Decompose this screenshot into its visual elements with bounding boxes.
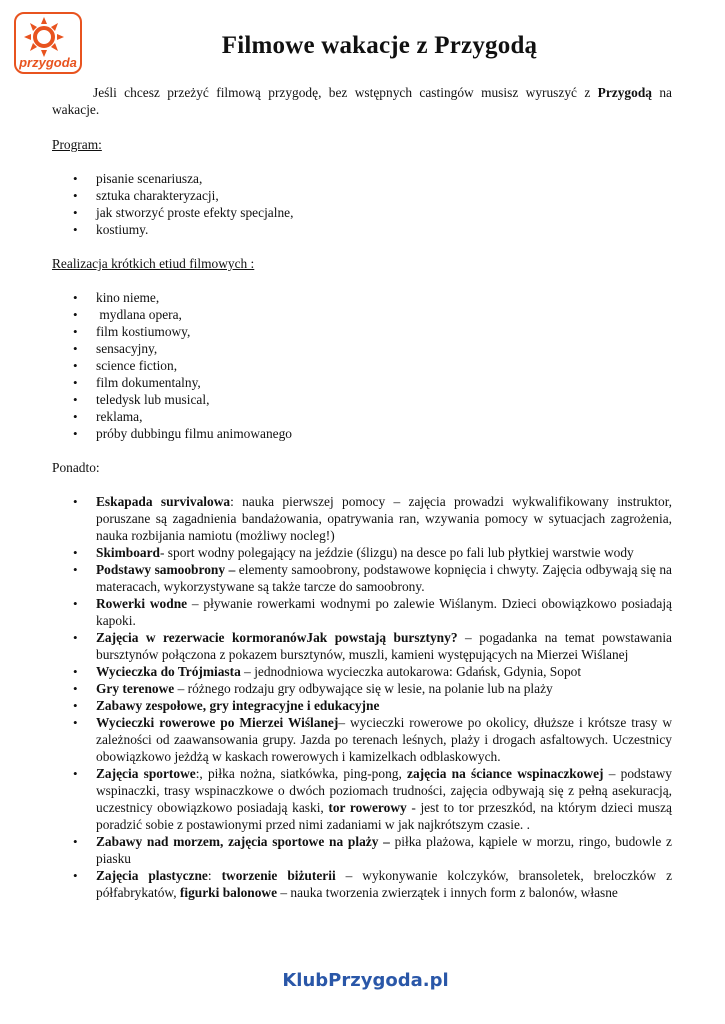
- list-item: • Rowerki wodne – pływanie rowerkami wodnymi po zalewie Wiślanym. Dzieci obowiązkowo posiadają kapoki.: [52, 595, 672, 629]
- list-item: • Zabawy zespołowe, gry integracyjne i edukacyjne: [52, 697, 672, 714]
- list-item: • Zajęcia sportowe:, piłka nożna, siatkówka, ping-pong, zajęcia na ściance wspinaczkowej – podstawy wspinaczki, trasy wspinaczkowe o dwóch poziomach trudności, zajęcia odbywają się z pełną asekuracją, uczestnicy obowiązkowo posiadają kaski, tor rowerowy - jest to tor przeszkód, na którym dzieci muszą poradzić sobie z postawionymi przed nimi zadaniami w jak najkrótszym czasie. .: [52, 765, 672, 833]
- list-item: • Wycieczki rowerowe po Mierzei Wiślanej– wycieczki rowerowe po okolicy, dłuższe i krótsze trasy w zależności od zaawansowania grupy. Jazda po terenach leśnych, plaży i drogach asfaltowych. Uczestnicy obowiązkowo jeżdżą w kaskach rowerowych i kamizelkach odblaskowych.: [52, 714, 672, 765]
- list-item: • film dokumentalny,: [52, 374, 672, 391]
- ponadto-heading: Ponadto:: [52, 460, 100, 475]
- list-item: • Zajęcia plastyczne: tworzenie biżuterii – wykonywanie kolczyków, bransoletek, breloczków z półfabrykatów, figurki balonowe – nauka tworzenia zwierzątek i innych form z balonów, własne: [52, 867, 672, 901]
- logo-text: przygoda: [19, 55, 77, 70]
- list-item: • kostiumy.: [52, 221, 672, 238]
- list-item: • Gry terenowe – różnego rodzaju gry odbywające się w lesie, na polanie lub na plaży: [52, 680, 672, 697]
- list-item: • teledysk lub musical,: [52, 391, 672, 408]
- ponadto-list: [52, 493, 672, 901]
- list-item: • Skimboard- sport wodny polegający na jeździe (ślizgu) na desce po fali lub płytkiej warstwie wody: [52, 544, 672, 561]
- list-item: • kino nieme,: [52, 289, 672, 306]
- intro-paragraph: Jeśli chcesz przeżyć filmową przygodę, bez wstępnych castingów musisz wyruszyć z Przygodą na wakacje.: [52, 85, 672, 117]
- list-item: • Zajęcia w rezerwacie kormoranówJak powstają bursztyny? – pogadanka na temat powstawania bursztynów połączona z pokazem bursztynów, muszli, kamieni występujących na Mierzei Wiślanej: [52, 629, 672, 663]
- list-item: • jak stworzyć proste efekty specjalne,: [52, 204, 672, 221]
- footer-website-link[interactable]: KlubPrzygoda.pl: [282, 970, 449, 991]
- list-item: • pisanie scenariusza,: [52, 170, 672, 187]
- document-body: [52, 84, 672, 901]
- list-item: • film kostiumowy,: [52, 323, 672, 340]
- list-item: • sztuka charakteryzacji,: [52, 187, 672, 204]
- list-item: • Wycieczka do Trójmiasta – jednodniowa wycieczka autokarowa: Gdańsk, Gdynia, Sopot: [52, 663, 672, 680]
- page-title: Filmowe wakacje z Przygodą: [221, 32, 538, 59]
- list-item: • reklama,: [52, 408, 672, 425]
- list-item: • mydlana opera,: [52, 306, 672, 323]
- list-item: • sensacyjny,: [52, 340, 672, 357]
- program-list: [52, 170, 672, 238]
- list-item: • Zabawy nad morzem, zajęcia sportowe na plaży – piłka plażowa, kąpiele w morzu, ringo, budowle z piasku: [52, 833, 672, 867]
- program-heading: Program:: [52, 137, 102, 152]
- list-item: • Podstawy samoobrony – elementy samoobrony, podstawowe kopnięcia i chwyty. Zajęcia odbywają się na materacach, wykorzystywane są także tarcze do samoobrony.: [52, 561, 672, 595]
- list-item: • Eskapada survivalowa: nauka pierwszej pomocy – zajęcia prowadzi wykwalifikowany instruktor, poruszane są zagadnienia bandażowania, opatrywania ran, wzywania pomocy w sytuacjach zagrożenia, nauka rozbijania namiotu (możliwy nocleg!): [52, 493, 672, 544]
- list-item: • próby dubbingu filmu animowanego: [52, 425, 672, 442]
- etiudy-heading: Realizacja krótkich etiud filmowych :: [52, 256, 255, 271]
- etiudy-list: [52, 289, 672, 442]
- list-item: • science fiction,: [52, 357, 672, 374]
